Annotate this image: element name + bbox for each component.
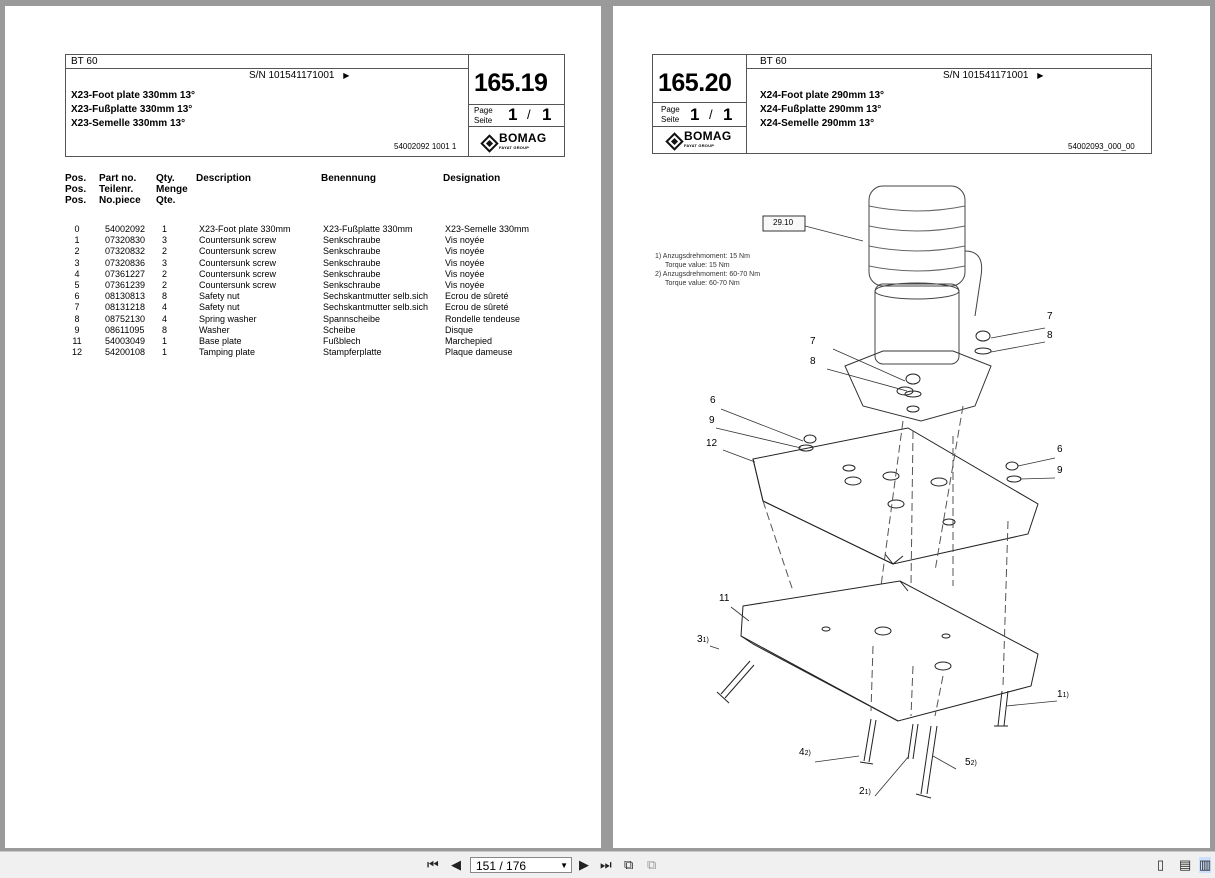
cell-des: Ecrou de sûreté — [445, 291, 509, 302]
cell-desc: Tamping plate — [199, 347, 256, 358]
cell-desc: Washer — [199, 324, 230, 335]
page-label-en: Page — [661, 105, 680, 114]
page-label-de: Seite — [661, 115, 680, 124]
cell-pos: 9 — [74, 324, 80, 335]
torque-notes: 1) Anzugsdrehmoment: 15 Nm Torque value: 15 Nm 2) Anzugsdrehmoment: 60-70 Nm Torque value: 60-70 Nm — [655, 253, 761, 287]
cell-ben: Spannscheibe — [323, 313, 381, 324]
cell-des: X23-Semelle 330mm — [445, 224, 530, 234]
cell-pos: 6 — [74, 291, 80, 302]
callout-6-right: 6 — [1057, 444, 1063, 455]
cell-pos: 2 — [74, 246, 80, 257]
cell-desc: Safety nut — [199, 291, 240, 302]
left-page — [5, 6, 601, 848]
cell-pos: 0 — [74, 224, 80, 234]
cell-pos: 1 — [74, 235, 80, 246]
cell-qty: 1 — [162, 224, 168, 234]
parts-list — [65, 224, 585, 364]
col-qty: Qty. Menge Qte. — [156, 173, 188, 206]
callout-5: 52) — [965, 757, 977, 768]
page-separator: / — [527, 107, 531, 122]
cell-qty: 2 — [162, 246, 168, 257]
table-row — [65, 280, 585, 291]
cell-des: Vis noyée — [445, 235, 485, 246]
title-de: X23-Fußplatte 330mm 13° — [71, 104, 193, 115]
callout-11: 11 — [719, 593, 730, 604]
col-benennung: Benennung — [321, 173, 376, 184]
back-view-icon[interactable]: ⧉ — [624, 857, 634, 872]
screw-2 — [908, 724, 918, 759]
bomag-diamond-icon — [480, 134, 498, 152]
cell-ben: Fußblech — [323, 336, 361, 346]
cell-part: 08130813 — [105, 291, 146, 302]
table-row — [65, 347, 585, 358]
page-indicator[interactable] — [470, 857, 572, 873]
first-page-icon[interactable]: ⏮ — [427, 857, 439, 872]
cell-pos: 3 — [74, 257, 80, 268]
cell-qty: 8 — [162, 291, 168, 302]
callout-2: 21) — [859, 786, 871, 797]
cell-ben: Senkschraube — [323, 235, 381, 246]
cell-pos: 8 — [74, 313, 80, 324]
cell-qty: 3 — [162, 257, 168, 268]
cell-des: Marchepied — [445, 336, 493, 346]
title-en: X24-Foot plate 290mm 13° — [760, 90, 885, 101]
title-de: X24-Fußplatte 290mm 13° — [760, 104, 882, 115]
cell-des: Ecrou de sûreté — [445, 302, 509, 313]
table-row — [65, 325, 585, 336]
bomag-diamond-icon — [665, 132, 683, 150]
page-total: 1 — [723, 105, 733, 124]
cell-qty: 8 — [162, 324, 168, 335]
cell-des: Disque — [445, 324, 474, 335]
col-pos: Pos. Pos. Pos. — [65, 173, 87, 206]
drawing-number: 54002092 1001 1 — [394, 142, 457, 151]
serial-text: S/N 101541171001 — [249, 70, 335, 81]
page-indicator-text: 151 / 176 — [476, 859, 527, 873]
cell-des: Vis noyée — [445, 246, 485, 257]
serial-number — [943, 70, 1043, 81]
cell-qty: 3 — [162, 235, 168, 246]
cell-ben: Senkschraube — [323, 268, 381, 279]
prev-page-icon[interactable]: ◀ — [451, 857, 461, 872]
table-row — [65, 224, 585, 235]
table-row — [65, 235, 585, 246]
model-label: BT 60 — [760, 56, 787, 67]
cell-des: Vis noyée — [445, 257, 485, 268]
cell-part: 07320830 — [105, 235, 146, 246]
screw-5 — [916, 726, 937, 798]
bomag-logo — [668, 131, 732, 151]
table-row — [65, 246, 585, 257]
page-label-en: Page — [474, 106, 493, 115]
table-row — [65, 314, 585, 325]
screw-3 — [717, 661, 754, 703]
cell-ben: Scheibe — [323, 324, 356, 335]
section-number: 165.19 — [474, 69, 548, 97]
guide-cylinder — [875, 284, 959, 364]
drawing-number: 54002093_000_00 — [1068, 142, 1135, 151]
dropdown-icon[interactable]: ▼ — [560, 861, 568, 870]
viewer-toolbar — [0, 851, 1215, 878]
tamping-plate — [753, 428, 1038, 564]
right-page — [613, 6, 1210, 848]
cell-desc: Spring washer — [199, 313, 257, 324]
callout-9-right: 9 — [1057, 465, 1063, 476]
cell-part: 08131218 — [105, 302, 146, 313]
cell-ben: Sechskantmutter selb.sich — [323, 302, 429, 313]
cell-desc: Countersunk screw — [199, 280, 277, 290]
cell-part: 08752130 — [105, 313, 146, 324]
title-en: X23-Foot plate 330mm 13° — [71, 90, 196, 101]
callout-6-left: 6 — [710, 395, 716, 406]
table-row — [65, 269, 585, 280]
cell-pos: 12 — [71, 347, 82, 358]
screw-1 — [994, 691, 1008, 726]
reference-box-label: 29.10 — [773, 218, 794, 227]
two-page-icon[interactable]: ▥ — [1199, 857, 1212, 872]
callout-7-right: 7 — [1047, 311, 1053, 322]
cell-desc: Safety nut — [199, 302, 240, 313]
table-row — [65, 291, 585, 302]
cell-pos: 5 — [74, 280, 80, 290]
forward-view-icon[interactable]: ⧉ — [647, 857, 657, 872]
cell-pos: 11 — [72, 336, 82, 346]
cell-des: Vis noyée — [445, 268, 485, 279]
model-label: BT 60 — [71, 56, 98, 67]
callout-7-left: 7 — [810, 336, 816, 347]
cell-qty: 2 — [162, 268, 168, 279]
brand-sub-text: FAYAT GROUP — [499, 145, 530, 150]
cell-ben: Stampferplatte — [323, 347, 382, 358]
cell-part: 07361239 — [105, 280, 146, 290]
cell-qty: 1 — [162, 347, 168, 358]
cell-desc: Countersunk screw — [199, 268, 277, 279]
cell-ben: X23-Fußplatte 330mm — [323, 224, 413, 234]
col-designation: Designation — [443, 173, 501, 184]
screw-4 — [860, 719, 876, 764]
continuous-icon[interactable]: ▤ — [1179, 857, 1192, 872]
cell-ben: Senkschraube — [323, 280, 381, 290]
cell-ben: Sechskantmutter selb.sich — [323, 291, 429, 302]
serial-text: S/N 101541171001 — [943, 70, 1029, 81]
page-current: 1 — [690, 105, 700, 124]
cell-part: 07361227 — [105, 268, 146, 279]
callout-4: 42) — [799, 747, 811, 758]
callout-8-left: 8 — [810, 356, 816, 367]
callout-12: 12 — [706, 438, 718, 449]
cell-des: Vis noyée — [445, 280, 485, 290]
single-page-icon[interactable]: ▯ — [1157, 857, 1165, 872]
last-page-icon[interactable]: ⏭ — [600, 857, 612, 872]
brand-sub-text: FAYAT GROUP — [684, 143, 715, 148]
table-row — [65, 258, 585, 269]
cell-part: 54003049 — [105, 336, 146, 346]
cell-qty: 4 — [162, 302, 168, 313]
callout-3: 31) — [697, 634, 709, 645]
title-fr: X24-Semelle 290mm 13° — [760, 118, 875, 129]
cell-pos: 4 — [74, 268, 80, 279]
next-page-icon[interactable]: ▶ — [579, 857, 589, 872]
callout-9-left: 9 — [709, 415, 715, 426]
col-description: Description — [196, 173, 252, 184]
cell-part: 07320836 — [105, 257, 146, 268]
cell-qty: 1 — [162, 336, 168, 346]
cell-desc: Countersunk screw — [199, 246, 277, 257]
serial-number — [249, 70, 349, 81]
cell-desc: Countersunk screw — [199, 235, 277, 246]
title-fr: X23-Semelle 330mm 13° — [71, 118, 186, 129]
cell-des: Plaque dameuse — [445, 347, 513, 358]
brand-text: BOMAG — [499, 131, 547, 145]
bomag-logo — [483, 133, 547, 153]
cell-part: 07320832 — [105, 246, 146, 257]
cell-desc: Countersunk screw — [199, 257, 277, 268]
base-plate — [741, 581, 1038, 721]
cell-desc: Base plate — [199, 336, 242, 346]
page-label-de: Seite — [474, 116, 493, 125]
section-number: 165.20 — [658, 69, 732, 97]
play-arrow-icon: ▶ — [343, 71, 350, 80]
cell-qty: 4 — [162, 313, 168, 324]
play-arrow-icon: ▶ — [1037, 71, 1044, 80]
cell-qty: 2 — [162, 280, 168, 290]
table-row — [65, 336, 585, 347]
cell-des: Rondelle tendeuse — [445, 313, 521, 324]
table-row — [65, 302, 585, 313]
cell-part: 08611095 — [105, 324, 145, 335]
page-total: 1 — [542, 105, 552, 124]
cell-ben: Senkschraube — [323, 257, 381, 268]
page-separator: / — [709, 107, 713, 122]
cell-ben: Senkschraube — [323, 246, 381, 257]
cell-part: 54002092 — [105, 224, 146, 234]
callout-8-right: 8 — [1047, 330, 1053, 341]
page-current: 1 — [508, 105, 518, 124]
col-part: Part no. Teilenr. No.piece — [99, 173, 141, 206]
cell-pos: 7 — [74, 302, 80, 313]
cell-desc: X23-Foot plate 330mm — [199, 224, 291, 234]
callout-1: 11) — [1057, 689, 1069, 700]
cell-part: 54200108 — [105, 347, 146, 358]
brand-text: BOMAG — [684, 129, 732, 143]
